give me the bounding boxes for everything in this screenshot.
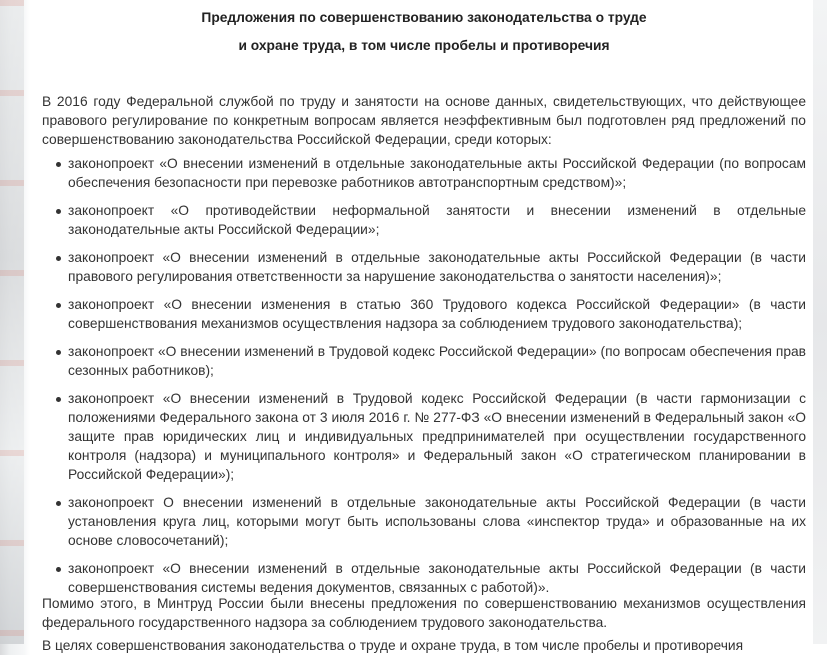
closing-paragraph: Помимо этого, в Минтруд России были внесены предложения по совершенствованию механизмов осуществления федерального государственного надзора за соблюдением трудового законодательства. [42, 596, 806, 630]
list-item: законопроект «О внесении изменений в отдельные законодательные акты Российской Федерации (в части совершенствования системы ведения документов, связанных с работой)». [42, 559, 806, 597]
list-item: законопроект «О внесении изменений в отдельные законодательные акты Российской Федерации (по вопросам обеспечения безопасности при перевозке работников автотранспортным средством)»; [42, 154, 806, 192]
list-item: законопроект «О внесении изменений в Трудовой кодекс Российской Федерации» (по вопросам обеспечения прав сезонных работников); [42, 342, 806, 380]
next-paragraph-partial: В целях совершенствования законодательства о труде и охране труда, в том числе пробелы и противоречия [42, 638, 744, 653]
list-item: законопроект О внесении изменений в отдельные законодательные акты Российской Федерации (в части установления круга лиц, которыми могут быть использованы слова «инспектор труда» и образованные на их основе словосочетаний); [42, 493, 806, 550]
background-image-left [0, 0, 24, 644]
list-item: законопроект «О внесении изменений в Трудовой кодекс Российской Федерации (в части гармонизации с положениями Федерального закона от 3 июля 2016 г. № 277-ФЗ «О внесении изменений в Федеральный закон «О защите прав юридических лиц и индивидуальных предпринимателей при осуществлении государственного контроля (надзора) и муниципального контроля» и Федеральный закон «О стратегическом планировании в Российской Федерации»); [42, 389, 806, 484]
list-item: законопроект «О внесении изменения в статью 360 Трудового кодекса Российской Федерации» (в части совершенствования механизмов осуществления надзора за соблюдением трудового законодательства); [42, 295, 806, 333]
page-title-line-1: Предложения по совершенствованию законодательства о труде [201, 10, 647, 25]
list-item: законопроект «О внесении изменений в отдельные законодательные акты Российской Федерации (в части правового регулирования ответственности за нарушение законодательства о занятости населения)»; [42, 248, 806, 286]
list-item: законопроект «О противодействии неформальной занятости и внесении изменений в отдельные законодательные акты Российской Федерации»; [42, 201, 806, 239]
background-image-right [813, 0, 827, 644]
intro-paragraph: В 2016 году Федеральной службой по труду и занятости на основе данных, свидетельствующих, что действующее правового регулирование по конкретным вопросам является неэффективным был подготовлен ряд предложений по совершенствованию законодательства Российской Федерации, среди которых: [42, 94, 806, 147]
bill-list [42, 154, 806, 606]
page-title-line-2: и охране труда, в том числе пробелы и противоречия [238, 38, 610, 53]
